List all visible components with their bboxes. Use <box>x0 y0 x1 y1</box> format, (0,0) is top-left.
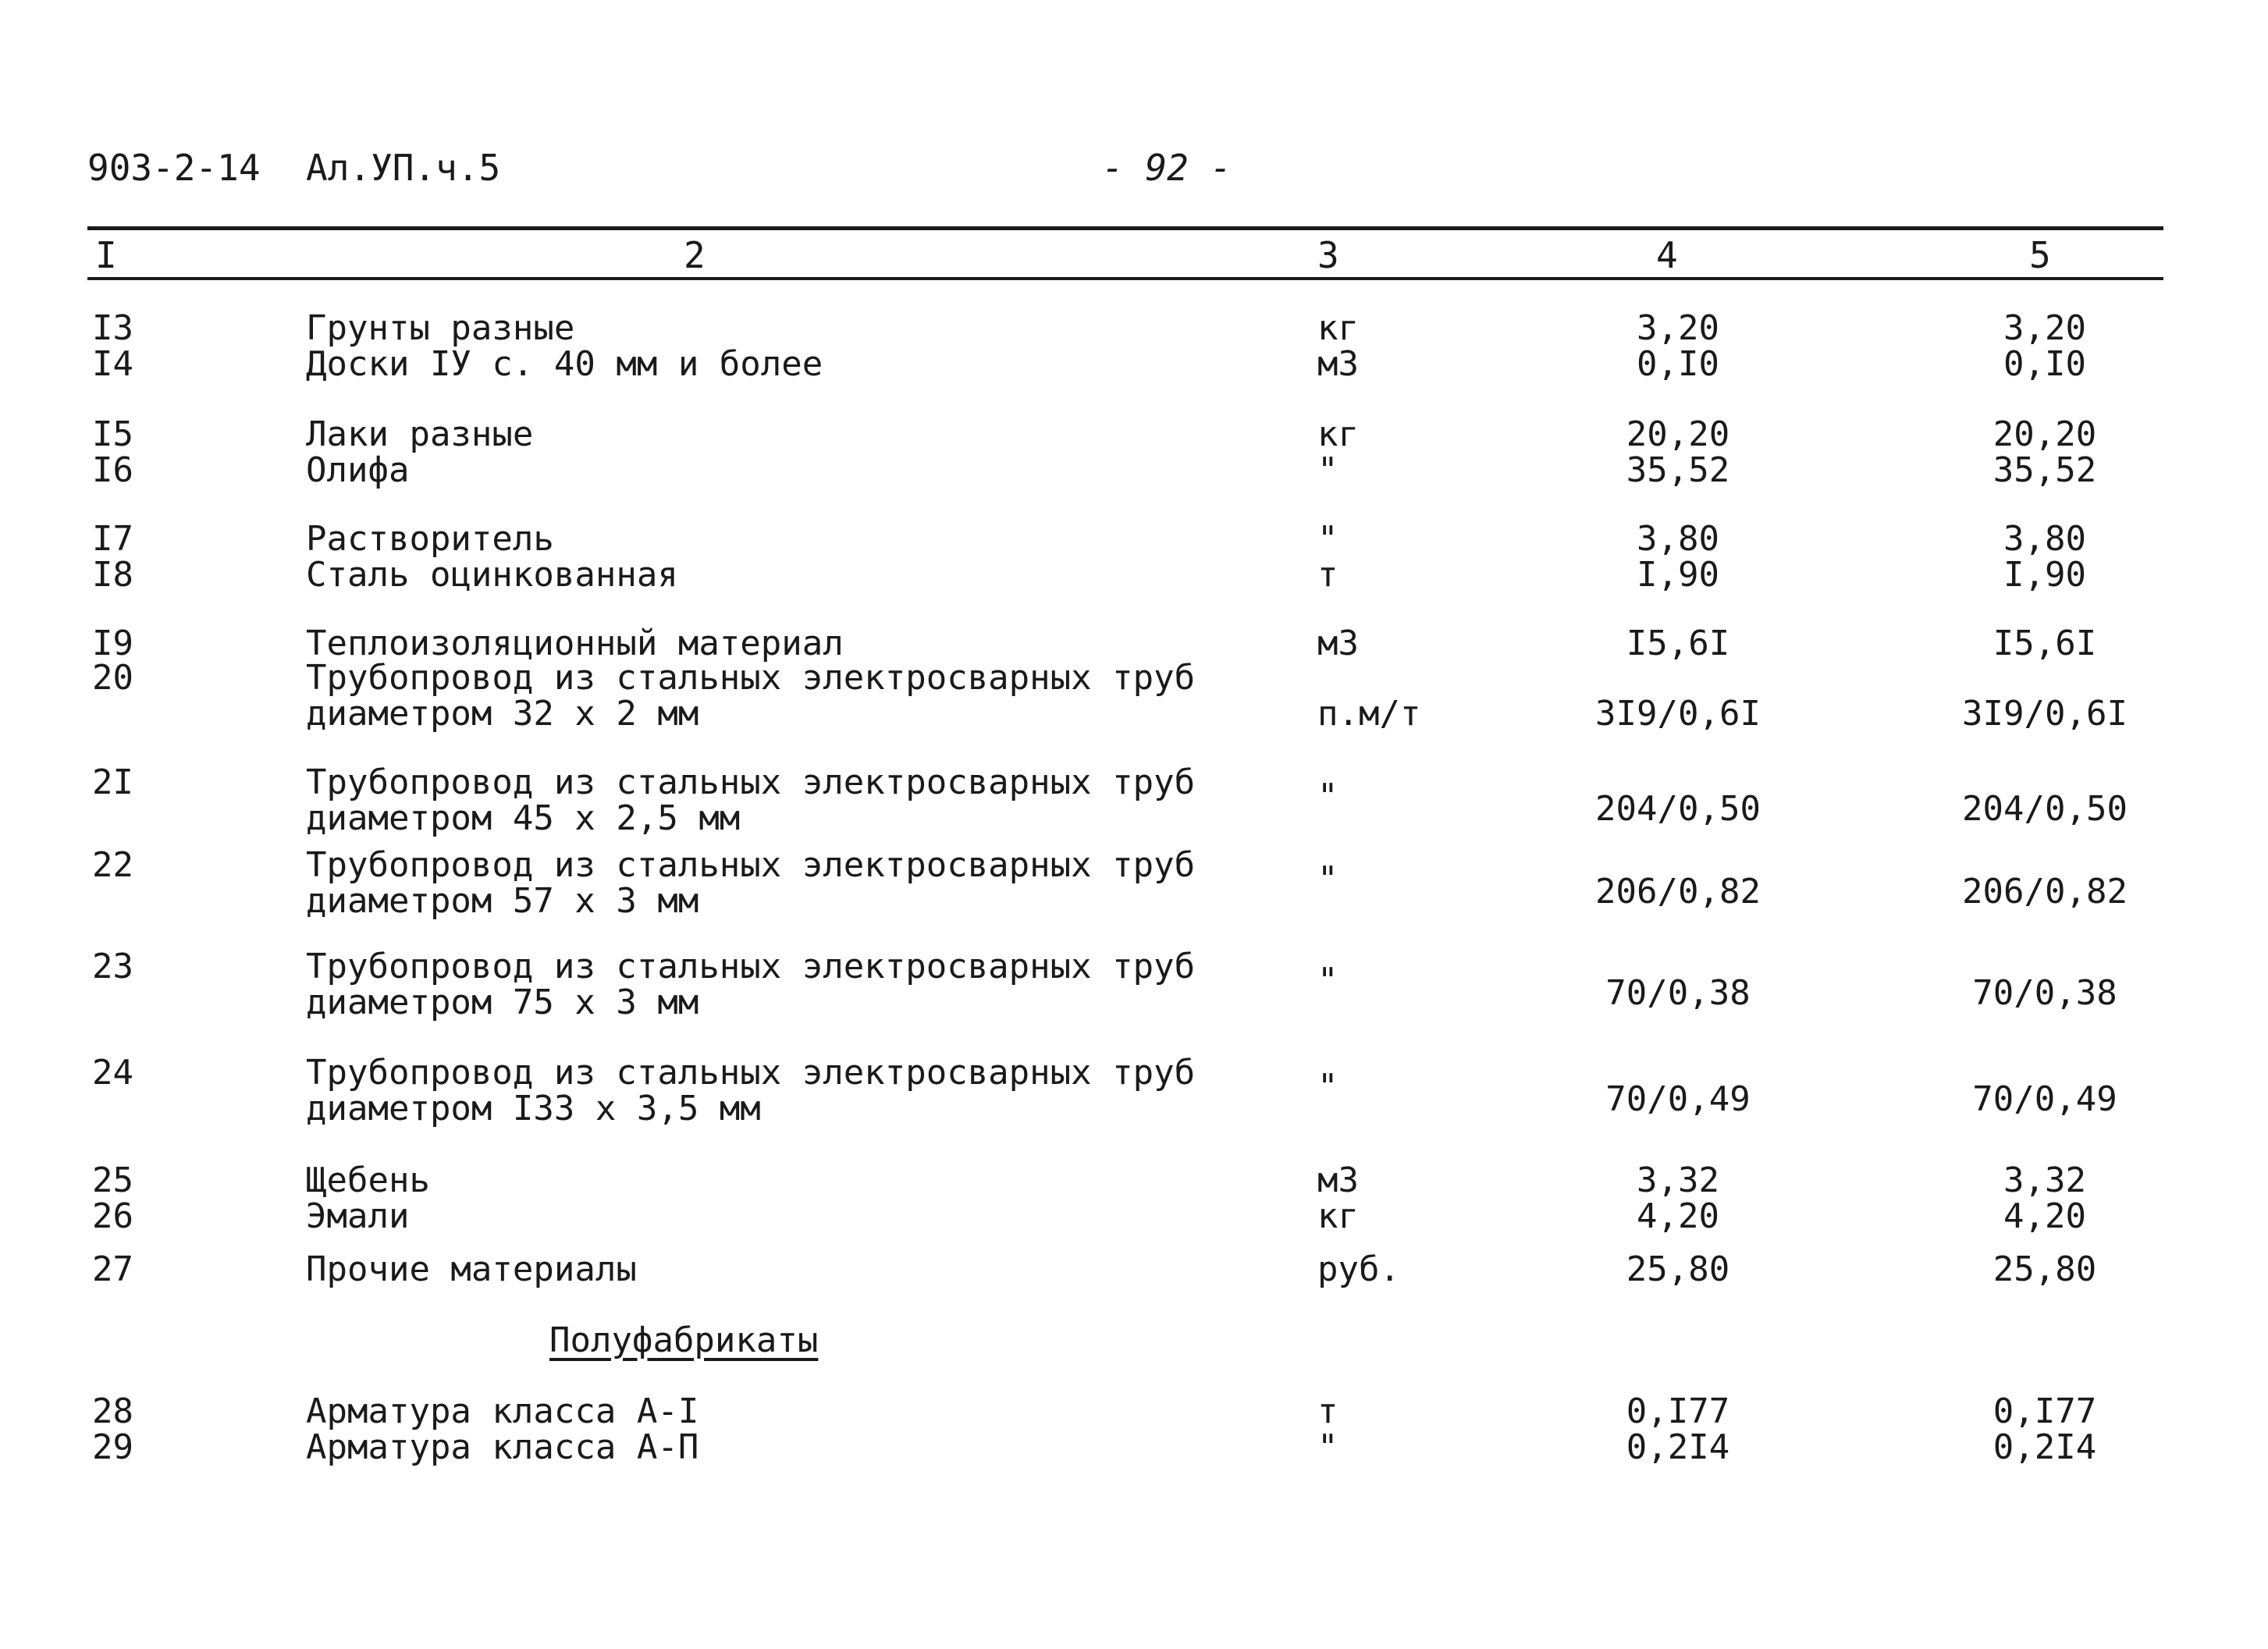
row-name-line: Олифа <box>306 450 410 490</box>
row-name <box>306 1427 1282 1467</box>
row-number: 27 <box>92 1249 133 1289</box>
row-value-col5: 3,20 <box>2003 308 2086 348</box>
row-value-col5: 25,80 <box>1992 1249 2097 1289</box>
row-value-col4: I5,6I <box>1626 624 1730 663</box>
row-value-col5: 206/0,82 <box>1962 872 2128 912</box>
row-name-line: Трубопровод из стальных электросварных труб <box>306 1053 1196 1093</box>
row-value-col4: 20,20 <box>1626 414 1730 454</box>
row-value-col4: 4,20 <box>1637 1196 1719 1236</box>
row-value-col5: 35,52 <box>1992 450 2097 490</box>
document-series: Ал.УП.ч.5 <box>306 147 501 189</box>
row-name-line: Трубопровод из стальных электросварных труб <box>306 845 1196 885</box>
row-name <box>306 414 1282 454</box>
row-value-col5: 3,32 <box>2003 1160 2086 1200</box>
row-name <box>306 1249 1282 1289</box>
row-name-line: Растворитель <box>306 519 554 559</box>
row-name <box>306 845 1282 921</box>
row-value-col4: 70/0,49 <box>1605 1079 1751 1119</box>
page-header <box>87 147 2195 201</box>
row-name <box>306 1196 1282 1236</box>
row-number: I4 <box>92 344 133 384</box>
row-number: I9 <box>92 624 133 663</box>
row-unit: " <box>1317 777 1338 816</box>
row-number: 29 <box>92 1427 133 1467</box>
row-value-col5: 20,20 <box>1992 414 2097 454</box>
row-name <box>306 1055 1282 1127</box>
row-unit: кг <box>1317 1196 1359 1236</box>
row-value-col5: 3,80 <box>2003 519 2086 559</box>
row-name <box>306 344 1282 384</box>
row-name-line: Теплоизоляционный материал <box>306 624 844 663</box>
row-value-col4: 204/0,50 <box>1595 789 1761 829</box>
row-name-line: диаметром I33 х 3,5 мм <box>306 1089 761 1128</box>
page-number: - 92 - <box>1102 147 1232 189</box>
row-value-col4: 35,52 <box>1626 450 1730 490</box>
row-name <box>306 762 1282 838</box>
row-name <box>306 949 1282 1021</box>
row-number: 28 <box>92 1391 133 1431</box>
row-number: I3 <box>92 308 133 348</box>
row-value-col4: 0,I0 <box>1637 344 1719 384</box>
row-value-col5: 4,20 <box>2003 1196 2086 1236</box>
column-header-3: 3 <box>1317 234 1339 276</box>
row-value-col4: I,90 <box>1637 555 1719 595</box>
row-name <box>306 521 1282 557</box>
row-number: 24 <box>92 1053 133 1093</box>
row-name-line: Арматура класса А-I <box>306 1391 699 1431</box>
row-number: 22 <box>92 845 133 885</box>
row-name-line: Щебень <box>306 1160 430 1200</box>
column-header-4: 4 <box>1656 234 1678 276</box>
row-value-col4: 0,I77 <box>1626 1391 1730 1431</box>
row-name-line: Прочие материалы <box>306 1249 637 1289</box>
row-name-line: диаметром 57 х 3 мм <box>306 881 699 921</box>
row-number: I6 <box>92 450 133 490</box>
row-value-col5: 0,I0 <box>2003 344 2086 384</box>
row-name <box>306 1160 1282 1200</box>
column-header-5: 5 <box>2029 234 2051 276</box>
row-value-col4: 25,80 <box>1626 1249 1730 1289</box>
row-name-line: Грунты разные <box>306 308 575 348</box>
row-value-col5: 3I9/0,6I <box>1962 694 2128 734</box>
row-number: 25 <box>92 1160 133 1200</box>
row-name <box>306 450 1282 490</box>
row-value-col4: 3,80 <box>1637 519 1719 559</box>
row-unit: " <box>1317 450 1338 490</box>
row-number: 26 <box>92 1196 133 1236</box>
row-value-col4: 3,20 <box>1637 308 1719 348</box>
row-name-line: Сталь оцинкованная <box>306 555 678 595</box>
column-header-2: 2 <box>684 234 706 276</box>
row-value-col4: 3,32 <box>1637 1160 1719 1200</box>
row-number: 20 <box>92 658 133 698</box>
table-top-rule <box>87 226 2163 230</box>
row-value-col5: 70/0,49 <box>1972 1079 2117 1119</box>
row-unit: т <box>1317 1391 1338 1431</box>
row-unit: " <box>1317 859 1338 899</box>
row-name-line: Лаки разные <box>306 414 534 454</box>
row-value-col5: 0,2I4 <box>1992 1427 2097 1467</box>
row-unit: " <box>1317 961 1338 1000</box>
row-value-col4: 0,2I4 <box>1626 1427 1730 1467</box>
row-unit: м3 <box>1317 344 1359 384</box>
row-name <box>306 557 1282 593</box>
row-unit: руб. <box>1317 1249 1400 1289</box>
row-value-col4: 70/0,38 <box>1605 973 1751 1013</box>
row-value-col5: 0,I77 <box>1992 1391 2097 1431</box>
row-unit: " <box>1317 1427 1338 1467</box>
row-unit: кг <box>1317 414 1359 454</box>
row-name <box>306 308 1282 348</box>
row-name-line: диаметром 45 х 2,5 мм <box>306 798 741 838</box>
row-name-line: Трубопровод из стальных электросварных труб <box>306 658 1196 698</box>
table-header-rule <box>87 277 2163 280</box>
row-unit: п.м/т <box>1317 694 1421 734</box>
row-value-col5: I,90 <box>2003 555 2086 595</box>
row-unit: " <box>1317 1067 1338 1107</box>
row-name-line: Арматура класса А-П <box>306 1427 699 1467</box>
row-unit: м3 <box>1317 1160 1359 1200</box>
row-unit: м3 <box>1317 624 1359 663</box>
row-unit: т <box>1317 555 1338 595</box>
row-number: I5 <box>92 414 133 454</box>
row-name <box>306 1391 1282 1431</box>
column-header-1: I <box>95 234 117 276</box>
row-number: 2I <box>92 762 133 802</box>
row-number: I8 <box>92 555 133 595</box>
row-value-col4: 3I9/0,6I <box>1595 694 1761 734</box>
row-name-line: Трубопровод из стальных электросварных труб <box>306 762 1196 802</box>
row-number: I7 <box>92 519 133 559</box>
row-name <box>306 626 1282 662</box>
row-name <box>306 660 1282 732</box>
row-number: 23 <box>92 947 133 986</box>
row-value-col5: 70/0,38 <box>1972 973 2117 1013</box>
row-value-col5: 204/0,50 <box>1962 789 2128 829</box>
row-name-line: диаметром 75 х 3 мм <box>306 983 699 1022</box>
row-name-line: диаметром 32 х 2 мм <box>306 694 699 734</box>
row-unit: кг <box>1317 308 1359 348</box>
row-value-col4: 206/0,82 <box>1595 872 1761 912</box>
row-value-col5: I5,6I <box>1992 624 2097 663</box>
row-name-line: Трубопровод из стальных электросварных труб <box>306 947 1196 986</box>
section-title: Полуфабрикаты <box>549 1320 819 1360</box>
row-name-line: Доски IУ с. 40 мм и более <box>306 344 823 384</box>
document-code: 903-2-14 <box>87 147 261 189</box>
row-unit: " <box>1317 519 1338 559</box>
row-name-line: Эмали <box>306 1196 410 1236</box>
